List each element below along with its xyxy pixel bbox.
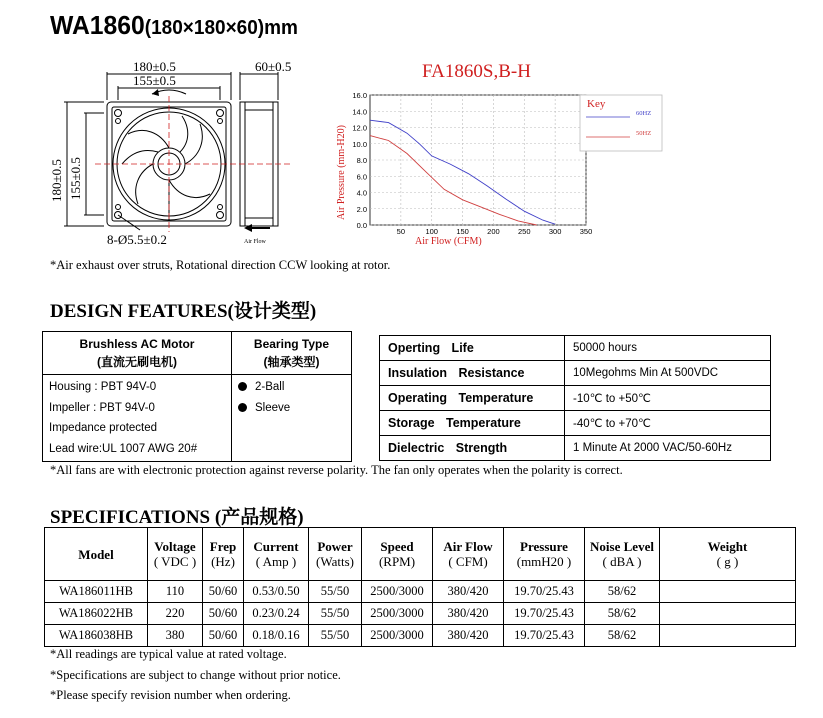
- design-heading: DESIGN FEATURES(设计类型): [50, 301, 317, 322]
- airflow-label: Air Flow: [244, 239, 266, 245]
- chart-xlabel: Air Flow (CFM): [415, 236, 482, 247]
- x-tick-label: 100: [425, 227, 438, 236]
- table-row: [45, 625, 796, 647]
- spec-header-row: [45, 528, 796, 581]
- table-cell: [660, 625, 796, 647]
- model-dimensions: (180×180×60)mm: [144, 17, 298, 39]
- feature-lead-wire: Lead wire:UL 1007 AWG 20#: [49, 442, 198, 455]
- table-cell: 0.18/0.16: [244, 625, 309, 647]
- legend-label: 60HZ: [636, 110, 652, 117]
- y-tick-label: 12.0: [352, 123, 367, 133]
- table-cell: 19.70/25.43: [504, 603, 585, 625]
- spec-col-header: Weight ( g ): [660, 528, 796, 581]
- dim-hole: 8-Ø5.5±0.2: [107, 232, 167, 247]
- motor-features: [43, 375, 232, 462]
- feature-housing: Housing : PBT 94V-0: [49, 381, 157, 393]
- spec-col-header: Air Flow ( CFM): [433, 528, 504, 581]
- table-cell: 0.23/0.24: [244, 603, 309, 625]
- table-row: [45, 581, 796, 603]
- table-cell: 380/420: [433, 603, 504, 625]
- dim-depth: 60±0.5: [255, 59, 292, 74]
- spec-col-header: Frep (Hz): [203, 528, 244, 581]
- table-cell: 0.53/0.50: [244, 581, 309, 603]
- table-cell: 19.70/25.43: [504, 625, 585, 647]
- table-cell: 50/60: [203, 603, 244, 625]
- y-tick-label: 0.0: [356, 221, 367, 230]
- legend-label: 50HZ: [636, 130, 652, 137]
- revision-note: *Please specify revision number when ordering.: [50, 688, 291, 702]
- bearing-header: Bearing Type (轴承类型): [232, 332, 352, 375]
- spec-col-header: Pressure (mmH20 ): [504, 528, 585, 581]
- dim-width-outer: 180±0.5: [133, 59, 176, 74]
- airflow-note: *Air exhaust over struts, Rotational direction CCW looking at rotor.: [50, 258, 391, 272]
- table-row: Insulation Resistance 10Megohms Min At 500VDC: [380, 361, 771, 386]
- chart-ylabel: Air Pressure (mm-H20): [336, 125, 347, 220]
- y-tick-label: 8.0: [356, 156, 367, 165]
- spec-col-header: Speed (RPM): [362, 528, 433, 581]
- spec-col-header: Voltage ( VDC ): [148, 528, 203, 581]
- table-cell: 2500/3000: [362, 581, 433, 603]
- table-cell: 55/50: [309, 625, 362, 647]
- dim-width-inner: 155±0.5: [133, 73, 176, 88]
- table-cell: 380: [148, 625, 203, 647]
- table-row: Dielectric Strength 1 Minute At 2000 VAC/50-60Hz: [380, 436, 771, 461]
- specs-heading: SPECIFICATIONS (产品规格): [50, 507, 304, 528]
- y-tick-label: 4.0: [356, 188, 367, 198]
- feature-impedance: Impedance protected: [49, 422, 158, 434]
- table-cell: 50/60: [203, 581, 244, 603]
- chart-title: FA1860S,B-H: [422, 61, 531, 82]
- table-row: [45, 603, 796, 625]
- table-cell: 2500/3000: [362, 603, 433, 625]
- table-cell: 58/62: [585, 625, 660, 647]
- x-tick-label: 300: [548, 227, 562, 236]
- table-cell: 55/50: [309, 603, 362, 625]
- bullet-icon: [238, 382, 247, 391]
- fan-drawing: [40, 52, 340, 247]
- motor-header: Brushless AC Motor (直流无刷电机): [43, 332, 232, 375]
- table-cell: 19.70/25.43: [504, 581, 585, 603]
- y-tick-label: 2.0: [356, 204, 367, 214]
- pressure-flow-chart: [330, 55, 670, 250]
- dim-height-outer: 180±0.5: [49, 159, 64, 202]
- spec-col-header: Power (Watts): [309, 528, 362, 581]
- dim-height-inner: 155±0.5: [68, 157, 83, 200]
- model-title: WA1860: [50, 10, 145, 40]
- page-title: [50, 10, 298, 41]
- table-cell: 55/50: [309, 581, 362, 603]
- table-cell: WA186011HB: [45, 581, 148, 603]
- table-cell: 220: [148, 603, 203, 625]
- x-tick-label: 50: [396, 227, 406, 236]
- table-cell: 50/60: [203, 625, 244, 647]
- table-cell: WA186038HB: [45, 625, 148, 647]
- table-cell: 380/420: [433, 625, 504, 647]
- design-features-table: [42, 331, 352, 462]
- series-line-50HZ: [370, 136, 537, 225]
- table-cell: [660, 603, 796, 625]
- y-tick-labels: [352, 91, 367, 230]
- spec-col-header: Model: [45, 528, 148, 581]
- table-cell: 58/62: [585, 603, 660, 625]
- y-tick-label: 16.0: [352, 91, 367, 100]
- spec-col-header: Noise Level ( dBA ): [585, 528, 660, 581]
- specifications-table: [44, 527, 796, 647]
- table-row: Operting Life 50000 hours: [380, 336, 771, 361]
- table-cell: 110: [148, 581, 203, 603]
- spec-col-header: Current ( Amp ): [244, 528, 309, 581]
- table-cell: 58/62: [585, 581, 660, 603]
- x-tick-label: 350: [579, 227, 593, 236]
- feature-impeller: Impeller : PBT 94V-0: [49, 401, 155, 414]
- bearing-sleeve: Sleeve: [238, 398, 345, 419]
- table-row: Operating Temperature -10℃ to +50℃: [380, 386, 771, 411]
- table-cell: 2500/3000: [362, 625, 433, 647]
- y-tick-label: 14.0: [352, 107, 367, 117]
- legend-title: Key: [587, 98, 606, 110]
- table-cell: WA186022HB: [45, 603, 148, 625]
- table-cell: 380/420: [433, 581, 504, 603]
- table-row: Storage Temperature -40℃ to +70℃: [380, 411, 771, 436]
- readings-note: *All readings are typical value at rated voltage.: [50, 647, 287, 661]
- table-cell: [660, 581, 796, 603]
- characteristics-table: [379, 335, 771, 461]
- bearing-options: [232, 375, 352, 462]
- protection-note: *All fans are with electronic protection against reverse polarity. The fan only operates when the polarity is correct.: [50, 463, 623, 477]
- y-tick-label: 10.0: [352, 139, 367, 149]
- bearing-ball: 2-Ball: [238, 377, 345, 398]
- x-tick-label: 200: [487, 227, 500, 236]
- y-tick-label: 6.0: [356, 172, 367, 182]
- change-note: *Specifications are subject to change without prior notice.: [50, 668, 341, 682]
- bullet-icon: [238, 403, 247, 412]
- x-tick-labels: [397, 227, 593, 236]
- x-tick-label: 250: [518, 227, 531, 236]
- x-tick-label: 150: [456, 227, 469, 236]
